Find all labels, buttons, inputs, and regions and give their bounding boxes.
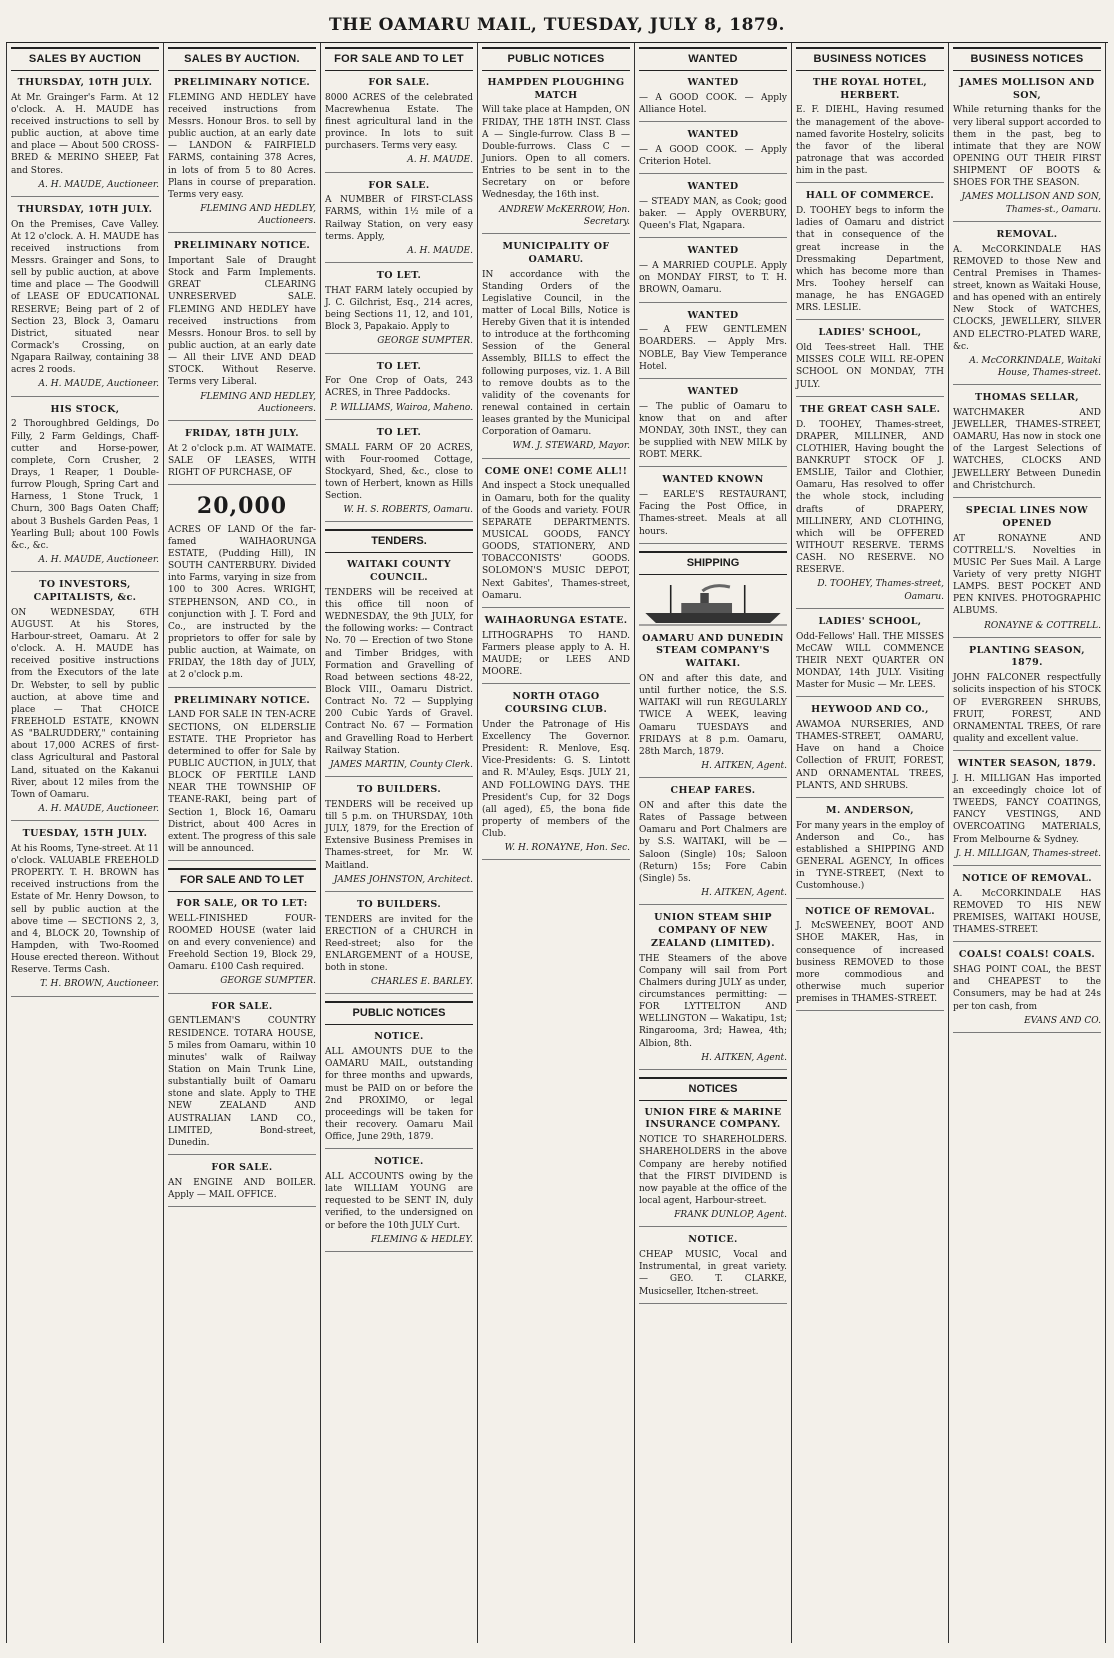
ad-body: For One Crop of Oats, 243 ACRES, in Three Paddocks.: [325, 376, 473, 399]
advertisement: [325, 180, 473, 264]
ad-heading: NOTICE.: [374, 1031, 424, 1043]
advertisement: [639, 785, 787, 905]
advertisement: [796, 616, 944, 698]
ad-body: And inspect a Stock unequalled in Oamaru, both for the quality of the Goods and variety. FOUR SEPARATE DEPARTMENTS. MUSICAL GOODS, FANCY GOODS, STATIONERY, AND TOBACCONISTS' GOODS. SOLOMON'S MUSIC DEPOT, Next Gabites', Thames-street, Oamaru.: [482, 481, 630, 601]
ad-body: D. TOOHEY begs to inform the ladies of Oamaru and district that in consequence of the great increase in the Dressmaking Department, which has become more than Mrs. Toohey herself can manage, he has ENGAGED MRS. LESLIE.: [796, 206, 944, 314]
ad-heading: THURSDAY, 10TH JULY.: [17, 76, 153, 88]
column-3: [321, 43, 478, 1643]
ad-heading: PRELIMINARY NOTICE.: [173, 240, 311, 252]
ad-body: WELL-FINISHED FOUR-ROOMED HOUSE (water laid on and every convenience) and Freehold Section 19, Block 29, Oamaru. £100 Cash required.: [168, 913, 316, 973]
ad-heading: NORTH OTAGO COURSING CLUB.: [504, 691, 608, 716]
advertisement: [168, 898, 316, 994]
advertisement: [168, 1162, 316, 1207]
advertisement: [639, 245, 787, 302]
ad-large-figure: 20,000: [196, 493, 288, 520]
ad-body: CHEAP MUSIC, Vocal and Instrumental, in great variety. — GEO. T. CLARKE, Musicseller, Itchen-street.: [639, 1250, 787, 1297]
ad-heading: TO BUILDERS.: [356, 898, 442, 910]
ad-heading: TO INVESTORS, CAPITALISTS, &c.: [33, 579, 137, 603]
ad-body: Old Tees-street Hall. THE MISSES COLE WILL RE-OPEN SCHOOL ON MONDAY, 7TH JULY.: [796, 343, 944, 390]
ad-signature: D. TOOHEY, Thames-street, Oamaru.: [817, 579, 944, 602]
ad-signature: WM. J. STEWARD, Mayor.: [512, 441, 630, 452]
advertisement: [482, 77, 630, 234]
column-2: [164, 43, 321, 1643]
ad-body: A NUMBER of FIRST-CLASS FARMS, within 1½ mile of a Railway Station, on very easy terms. Apply,: [325, 195, 473, 242]
ad-heading: NOTICE.: [374, 1156, 424, 1168]
ad-body: NOTICE TO SHAREHOLDERS. SHAREHOLDERS in the above Company are hereby notified that the FIRST DIVIDEND is now payable at the office of the local agent, Harbour-street.: [639, 1135, 787, 1206]
ad-heading: HEYWOOD AND CO.,: [811, 704, 929, 716]
ad-heading: SPECIAL LINES NOW OPENED: [965, 504, 1089, 529]
ad-heading: FOR SALE.: [211, 1161, 273, 1173]
advertisement: [482, 241, 630, 459]
ad-heading: TO BUILDERS.: [356, 784, 442, 795]
ad-heading: CHEAP FARES.: [670, 785, 756, 797]
column-heading: PUBLIC NOTICES: [482, 47, 630, 71]
ad-heading: OAMARU AND DUNEDIN STEAM COMPANY'S WAITAKI.: [642, 632, 784, 670]
ad-signature: T. H. BROWN, Auctioneer.: [40, 979, 159, 990]
section-heading: FOR SALE AND TO LET: [168, 868, 316, 892]
advertisement: [168, 1001, 316, 1155]
ad-body: ON and after this date, and until further notice, the S.S. WAITAKI will run REGULARLY TWICE A WEEK, leaving Oamaru TUESDAYS and FRIDAYS at 8 p.m. Oamaru, 28th March, 1879.: [639, 674, 787, 757]
ad-heading: WANTED: [687, 181, 739, 193]
ad-body: J. H. MILLIGAN Has imported an exceedingly choice lot of TWEEDS, FANCY COATINGS, FANCY VESTINGS, AND OVERCOATING MATERIALS, From Melbourne & Sydney.: [953, 773, 1101, 845]
ad-body: — A FEW GENTLEMEN BOARDERS. — Apply Mrs. NOBLE, Bay View Temperance Hotel.: [639, 325, 787, 372]
advertisement: [168, 695, 316, 862]
ad-heading: JAMES MOLLISON AND SON,: [959, 76, 1095, 101]
ad-body: ON and after this date the Rates of Passage between Oamaru and Port Chalmers are by S.S. WAITAKI, will be — Saloon (Single) 10s; Saloon (Return) 15s; Fore Cabin (Single) 5s.: [639, 800, 787, 884]
ad-heading: HAMPDEN PLOUGHING MATCH: [487, 76, 625, 101]
ad-body: — STEADY MAN, as Cook; good baker. — Apply OVERBURY, Queen's Flat, Ngapara.: [639, 196, 787, 232]
ad-heading: PRELIMINARY NOTICE.: [173, 694, 311, 706]
ad-heading: HIS STOCK,: [50, 403, 120, 415]
ad-heading: NOTICE OF REMOVAL.: [805, 905, 935, 917]
ad-signature: A. H. MAUDE, Auctioneer.: [38, 803, 159, 814]
advertisement: [796, 805, 944, 899]
ad-body: THE Steamers of the above Company will sail from Port Chalmers during JULY as under, circumstances permitting: — FOR LYTTELTON AND WELLINGTON — Wakatipu, 1st; Ringarooma, 3rd; Hawea, 4th; Albion, 8th.: [639, 953, 787, 1049]
advertisement: [796, 77, 944, 183]
ad-body: 2 Thoroughbred Geldings, Do Filly, 2 Farm Geldings, Chaff-cutter and Horse-power, complete, Corn Crusher, 2 Drays, 1 Reaper, 1 Double-furrow Plough, Spring Cart and Harness, 1 Stone Truck, 1 Churn, 300 Bags Oaten Chaff; about 3 Bushels Garden Peas, 1 Yearling Bull; about 100 Fowls &c., &c.: [11, 419, 159, 551]
ad-heading: WINTER SEASON, 1879.: [957, 758, 1097, 770]
ad-heading: WANTED: [687, 309, 739, 321]
section-heading: PUBLIC NOTICES: [325, 1001, 473, 1025]
ad-signature: H. AITKEN, Agent.: [701, 887, 787, 898]
ad-heading: WANTED KNOWN: [662, 474, 764, 486]
ad-signature: A. McCORKINDALE, Waitaki House, Thames-street.: [969, 355, 1101, 378]
ad-body: AT RONAYNE AND COTTRELL'S. Novelties in MUSIC Per Sues Mail. A Large Variety of very pretty NIGHT LAMPS. BEST POCKET AND PEN KNIVES. PHOTOGRAPHIC ALBUMS.: [953, 533, 1101, 617]
ad-body: LAND FOR SALE IN TEN-ACRE SECTIONS, ON ELDERSLIE ESTATE. THE Proprietor has determined to offer for Sale by PUBLIC AUCTION, in JULY, that BLOCK OF FERTILE LAND NEAR THE TOWNSHIP OF TEANE-RAKI, being part of Section 1, Block 16, Oamaru District, about 400 Acres in extent. The progress of this sale will be announced.: [168, 710, 316, 854]
advertisement: [953, 873, 1101, 942]
ad-body: SMALL FARM OF 20 ACRES, with Four-roomed Cottage, Stockyard, Shed, &c., close to town of Herbert, known as Hills Section.: [325, 442, 473, 502]
ad-signature: J. H. MILLIGAN, Thames-street.: [955, 848, 1101, 859]
advertisement: [639, 77, 787, 122]
ad-heading: FOR SALE, OR TO LET:: [176, 897, 308, 909]
advertisement: [639, 912, 787, 1070]
ad-signature: A. H. MAUDE.: [407, 155, 473, 166]
ad-body: J. McSWEENEY, BOOT AND SHOE MAKER, Has, in consequence of increased business REMOVED to those more commodious and otherwise much superior premises in THAMES-STREET.: [796, 921, 944, 1005]
advertisement: [11, 828, 159, 997]
ad-body: ALL AMOUNTS DUE to the OAMARU MAIL, outstanding for three months and upwards, must be PAID on or before the 2nd PROXIMO, or legal proceedings will be taken for their recovery. Oamaru Mail Office, June 29th, 1879.: [325, 1047, 473, 1143]
advertisement: [325, 270, 473, 354]
advertisement: [482, 466, 630, 608]
ad-heading: NOTICE OF REMOVAL.: [962, 872, 1092, 884]
ad-body: At his Rooms, Tyne-street. At 11 o'clock. VALUABLE FREEHOLD PROPERTY. T. H. BROWN has received instructions from the Estate of Mr. Henry Dowson, to sell by public auction at the above time — SECTIONS 2, 3, and 4, BLOCK 20, Township of Hampden, with Two-Roomed House erected thereon. Without Reserve. Terms Cash.: [11, 843, 159, 976]
advertisement: [639, 181, 787, 238]
ad-body: While returning thanks for the very liberal support accorded to them in the past, beg to intimate that they are NOW OPENING OUT THEIR FIRST SHIPMENT OF BOOTS & SHOES FOR THE SEASON.: [953, 105, 1101, 189]
columns-container: [6, 43, 1108, 1643]
ad-body: SHAG POINT COAL, the BEST and CHEAPEST to the Consumers, may be had at 24s per ton cash, from: [953, 965, 1101, 1012]
ad-signature: FLEMING & HEDLEY.: [370, 1234, 473, 1245]
advertisement: [11, 77, 159, 197]
advertisement: [953, 77, 1101, 222]
ad-heading: MUNICIPALITY OF OAMARU.: [502, 240, 610, 265]
advertisement: [325, 77, 473, 173]
ad-heading: COALS! COALS! COALS.: [958, 949, 1096, 961]
ad-body: A. McCORKINDALE HAS REMOVED to those New and Central Premises in Thames-street, known as Waitaki House, and has opened with an entirely New Stock of WATCHES, CLOCKS, JEWELLERY, SILVER AND ELECTRO-PLATED WARE, &c.: [953, 244, 1101, 352]
ad-body: TENDERS will be received up till 5 p.m. on THURSDAY, 10th JULY, 1879, for the Erection of Extensive Business Premises in Thames-street, for Mr. W. Maitland.: [325, 799, 473, 871]
ad-body: AN ENGINE AND BOILER. Apply — MAIL OFFICE.: [168, 1177, 316, 1200]
ad-heading: FOR SALE.: [368, 179, 430, 191]
ad-heading: HALL OF COMMERCE.: [805, 190, 935, 202]
column-4: [478, 43, 635, 1643]
advertisement: [325, 899, 473, 995]
ad-body: On the Premises, Cave Valley. At 12 o'clock. A. H. MAUDE has received instructions from Messrs. Grainger and Sons, to sell by public auction, at above time and place — The Goodwill of LEASE OF EDUCATIONAL RESERVE; Being part of 2 of Section 23, Block 3, Oamaru District, situated near Cormack's Crossing, on Ngapara Railway, containing 38 acres 2 roods.: [11, 219, 159, 376]
ad-body: D. TOOHEY, Thames-street, DRAPER, MILLINER, AND CLOTHIER, Having bought the BANKRUPT STOCK OF J. EMSLIE, Tailor and Clothier, Oamaru, Has resolved to offer the whole stock, including drafts of DRAPERY, MILLINERY, AND CLOTHING, which will be OFFERED WITHOUT RESERVE. TERMS CASH. NO RESERVE. NO RESERVE.: [796, 419, 944, 576]
ad-body: Important Sale of Draught Stock and Farm Implements. GREAT CLEARING UNRESERVED SALE. FLEMING AND HEDLEY have received instructions from Messrs. Honour Bros. to sell by public auction, at an early date — All their LIVE AND DEAD STOCK. Without Reserve. Terms very Liberal.: [168, 256, 316, 388]
ad-body: Will take place at Hampden, ON FRIDAY, THE 18TH INST. Class A — Single-furrow. Class B — Double-furrows. Class C — Juniors. Open to all comers. Entries to be sent in to the Secretary on or before Wednesday, the 16th inst.: [482, 105, 630, 201]
ad-heading: LADIES' SCHOOL,: [818, 615, 922, 627]
column-heading: SALES BY AUCTION: [11, 47, 159, 71]
ad-body: — The public of Oamaru to know that on and after MONDAY, 30th INST., they can be supplied with NEW MILK by ROBT. MERK.: [639, 401, 787, 461]
masthead: [6, 8, 1108, 43]
ad-signature: H. AITKEN, Agent.: [701, 1052, 787, 1063]
ad-signature: JAMES MARTIN, County Clerk.: [330, 759, 473, 770]
advertisement: [168, 77, 316, 233]
advertisement: [953, 392, 1101, 498]
advertisement: [953, 949, 1101, 1033]
section-heading: TENDERS.: [325, 529, 473, 553]
ad-body: ALL ACCOUNTS owing by the late WILLIAM YOUNG are requested to be SENT IN, duly verified, to the undersigned on or before the 10th JULY Curt.: [325, 1172, 473, 1231]
ad-body: GENTLEMAN'S COUNTRY RESIDENCE. TOTARA HOUSE, 5 miles from Oamaru, within 10 minutes' walk of Railway Station on Main Trunk Line, substantially built of Oamaru stone and slate. Apply to THE NEW ZEALAND AND AUSTRALIAN LAND CO., LIMITED, Bond-street, Dunedin.: [168, 1016, 316, 1148]
ad-signature: W. H. S. ROBERTS, Oamaru.: [343, 505, 473, 516]
advertisement: [953, 645, 1101, 751]
advertisement: [482, 615, 630, 684]
ad-heading: WAIHAORUNGA ESTATE.: [484, 614, 628, 626]
ad-body: WATCHMAKER AND JEWELLER, THAMES-STREET, OAMARU, Has now in stock one of the Largest Selections of WATCHES, CLOCKS AND JEWELLERY Between Dunedin and Christchurch.: [953, 407, 1101, 491]
ad-heading: TO LET.: [376, 270, 422, 282]
ad-signature: EVANS AND CO.: [1024, 1015, 1101, 1026]
ad-heading: COME ONE! COME ALL!!: [484, 465, 628, 477]
advertisement: [953, 758, 1101, 866]
ad-heading: TUESDAY, 15TH JULY.: [22, 828, 148, 840]
advertisement: [639, 129, 787, 174]
advertisement: [639, 633, 787, 779]
ad-signature: A. H. MAUDE, Auctioneer.: [38, 554, 159, 565]
ad-body: THAT FARM lately occupied by J. C. Gilchrist, Esq., 214 acres, being Sections 11, 12, and 101, Block 3, Papakaio. Apply to: [325, 285, 473, 333]
advertisement: [953, 505, 1101, 638]
ad-signature: JAMES JOHNSTON, Architect.: [333, 874, 473, 885]
ad-body: At Mr. Grainger's Farm. At 12 o'clock. A. H. MAUDE has received instructions to sell by public auction, at above time and place — About 500 CROSS-BRED & MERINO SHEEP, Fat and Stores.: [11, 92, 159, 176]
advertisement: [11, 204, 159, 397]
ad-body: TENDERS will be received at this office till noon of WEDNESDAY, the 9th JULY, for the following works: — Contract No. 70 — Erection of two Stone and Timber Bridges, with Formation and Gravelling of Road between sections 48-22, Block VIII., Oamaru District. Contract No. 72 — Supplying 200 Cubic Yards of Gravel. Contract No. 67 — Formation and Gravelling Road to Herbert Railway Station.: [325, 587, 473, 756]
advertisement: [168, 240, 316, 421]
ad-heading: THE ROYAL HOTEL, HERBERT.: [812, 76, 928, 101]
ad-heading: FRIDAY, 18TH JULY.: [185, 427, 299, 439]
ad-body: For many years in the employ of Anderson and Co., has established a SHIPPING AND GENERAL AGENCY, In offices in TYNE-STREET, (Next to Customhouse.): [796, 820, 944, 892]
ad-signature: CHARLES E. BARLEY.: [371, 977, 473, 988]
column-7: [949, 43, 1106, 1643]
ad-heading: FOR SALE.: [211, 1000, 273, 1012]
ad-heading: TO LET.: [376, 360, 422, 372]
column-6: [792, 43, 949, 1643]
advertisement: [639, 474, 787, 543]
ad-signature: GEORGE SUMPTER.: [377, 336, 473, 347]
advertisement: [639, 310, 787, 379]
column-heading: WANTED: [639, 47, 787, 71]
ad-signature: FLEMING AND HEDLEY, Auctioneers.: [200, 203, 316, 227]
ad-body: E. F. DIEHL, Having resumed the management of the above-named favorite Hostelry, solicits the favor of the liberal patronage that was accorded him in the past.: [796, 105, 944, 177]
ad-heading: REMOVAL.: [996, 228, 1058, 240]
column-heading: BUSINESS NOTICES: [953, 47, 1101, 71]
advertisement: [796, 327, 944, 396]
advertisement: [639, 1234, 787, 1303]
ad-body: Under the Patronage of His Excellency The Governor. President: R. Menlove, Esq. Vice-Presidents: G. S. Lintott and R. M'Auley, Esqs. JULY 21, AND FOLLOWING DAYS. THE President's Cup, for 32 Dogs (all aged), £5, the bona fide property of members of the Club.: [482, 719, 630, 840]
ad-heading: WANTED: [687, 245, 739, 257]
ad-heading: M. ANDERSON,: [826, 804, 914, 816]
ad-heading: NOTICE.: [688, 1234, 738, 1246]
ad-signature: W. H. RONAYNE, Hon. Sec.: [504, 843, 630, 854]
ad-signature: FLEMING AND HEDLEY, Auctioneers.: [200, 391, 316, 414]
ad-body: — A GOOD COOK. — Apply Criterion Hotel.: [639, 144, 787, 167]
ad-body: TENDERS are invited for the ERECTION of a CHURCH in Reed-street; also for the ENLARGEMENT of a HOUSE, both in stone.: [325, 914, 473, 974]
ad-heading: WANTED: [687, 385, 739, 397]
ad-body: 8000 ACRES of the celebrated Macrewhenua Estate. The finest agricultural land in the province. In lots to suit purchasers. Terms very easy.: [325, 92, 473, 152]
ad-signature: A. H. MAUDE.: [407, 245, 473, 256]
advertisement: [325, 1031, 473, 1149]
advertisement: [639, 1107, 787, 1228]
column-heading: SALES BY AUCTION.: [168, 47, 316, 71]
advertisement: [168, 492, 316, 688]
ad-heading: WAITAKI COUNTY COUNCIL.: [346, 559, 452, 584]
advertisement: [639, 386, 787, 468]
advertisement: [325, 1156, 473, 1252]
ad-heading: FOR SALE.: [368, 76, 430, 88]
ad-body: At 2 o'clock p.m. AT WAIMATE. SALE OF LEASES, WITH RIGHT OF PURCHASE, OF: [168, 443, 316, 478]
section-heading: NOTICES: [639, 1077, 787, 1101]
ad-signature: P. WILLIAMS, Wairoa, Maheno.: [330, 402, 473, 413]
ad-heading: WANTED: [687, 76, 739, 88]
advertisement: [482, 691, 630, 860]
ad-signature: JAMES MOLLISON AND SON, Thames-st., Oamaru.: [961, 192, 1101, 215]
section-heading: SHIPPING: [639, 551, 787, 575]
ad-body: — A MARRIED COUPLE. Apply on MONDAY FIRST, to T. H. BROWN, Oamaru.: [639, 261, 787, 296]
advertisement: [325, 361, 473, 420]
ad-body: AWAMOA NURSERIES, AND THAMES-STREET, OAMARU, Have on hand a Choice Collection of FRUIT, FOREST, AND ORNAMENTAL TREES, PLANTS, AND SHRUBS.: [796, 720, 944, 791]
ad-signature: FRANK DUNLOP, Agent.: [674, 1210, 787, 1221]
advertisement: [325, 559, 473, 777]
ad-signature: A. H. MAUDE, Auctioneer.: [38, 379, 159, 390]
ad-body: LITHOGRAPHS TO HAND. Farmers please apply to A. H. MAUDE; or LEES AND MOORE.: [482, 630, 630, 678]
column-5: [635, 43, 792, 1643]
advertisement: [796, 906, 944, 1012]
ad-heading: UNION STEAM SHIP COMPANY OF NEW ZEALAND (LIMITED).: [651, 912, 775, 949]
ad-body: JOHN FALCONER respectfully solicits inspection of his STOCK OF EVERGREEN SHRUBS, FRUIT, FOREST, AND ORNAMENTAL TREES, Of rare quality and excellent value.: [953, 673, 1101, 744]
ad-heading: TO LET.: [376, 426, 422, 438]
column-heading: FOR SALE AND TO LET: [325, 47, 473, 71]
ad-heading: THE GREAT CASH SALE.: [799, 403, 941, 415]
advertisement: [11, 404, 159, 573]
advertisement: [325, 427, 473, 523]
advertisement: [953, 229, 1101, 385]
ad-signature: GEORGE SUMPTER.: [220, 976, 316, 987]
ad-body: Odd-Fellows' Hall. THE MISSES McCAW WILL COMMENCE THEIR NEXT QUARTER ON MONDAY, 14th JULY. Visiting Master for Music — Mr. LEES.: [796, 631, 944, 691]
ad-body: ON WEDNESDAY, 6TH AUGUST. At his Stores, Harbour-street, Oamaru. At 2 o'clock. A. H. MAUDE has received positive instructions from the Executors of the late Dr. Webster, to sell by public auction, at above time and place — That CHOICE FREEHOLD ESTATE, KNOWN AS "BALRUDDERY," containing about 17,000 ACRES of first-class Agricultural and Pastoral Land, situated on the Kakanui River, about 12 miles from the Town of Oamaru.: [11, 607, 159, 800]
masthead-title: THE OAMARU MAIL, TUESDAY, JULY 8, 1879.: [329, 15, 785, 35]
ad-signature: H. AITKEN, Agent.: [701, 761, 787, 772]
ad-signature: RONAYNE & COTTRELL.: [984, 620, 1101, 631]
ad-body: — EARLE'S RESTAURANT, Facing the Post Office, in Thames-street. Meals at all hours.: [639, 490, 787, 537]
ad-signature: A. H. MAUDE, Auctioneer.: [38, 179, 159, 190]
ad-heading: THURSDAY, 10TH JULY.: [17, 203, 153, 215]
ad-heading: THOMAS SELLAR,: [974, 392, 1079, 404]
ad-body: ACRES OF LAND Of the far-famed WAIHAORUNGA ESTATE, (Pudding Hill), IN SOUTH CANTERBURY. Divided into Farms, varying in size from 100 to 300 Acres. WRIGHT, STEPHENSON, AND CO., in conjunction with J. T. Ford and Co., are instructed by the proprietors to offer for sale by public auction, at Waimate, on FRIDAY, the 18th day of JULY, at 2 o'clock p.m.: [168, 524, 316, 681]
ad-heading: WANTED: [687, 128, 739, 140]
advertisement: [796, 190, 944, 320]
ad-heading: PRELIMINARY NOTICE.: [173, 76, 311, 88]
ad-heading: LADIES' SCHOOL,: [818, 327, 922, 339]
ad-body: A. McCORKINDALE HAS REMOVED TO HIS NEW PREMISES, WAITAKI HOUSE, THAMES-STREET.: [953, 888, 1101, 936]
ad-body: — A GOOD COOK. — Apply Alliance Hotel.: [639, 92, 787, 115]
ad-body: IN accordance with the Standing Orders of the Legislative Council, in the matter of Local Bills, Notice is Hereby Given that it is intended to introduce at the forthcoming Session of the General Assembly, BILLS to effect the following purposes, viz. 1. A Bill to remove doubts as to the validity of the covenants for renewal contained in certain leases granted by the Municipal Corporation of Oamaru.: [482, 269, 630, 438]
advertisement: [325, 784, 473, 892]
advertisement: [796, 704, 944, 798]
advertisement: [796, 404, 944, 609]
column-1: [7, 43, 164, 1643]
steamship-illustration: [639, 581, 787, 627]
ad-signature: ANDREW McKERROW, Hon. Secretary.: [499, 204, 630, 227]
ad-heading: UNION FIRE & MARINE INSURANCE COMPANY.: [644, 1106, 782, 1131]
column-heading: BUSINESS NOTICES: [796, 47, 944, 71]
ad-body: FLEMING AND HEDLEY have received instructions from Messrs. Honour Bros. to sell by public auction, at an early date — LANDON & FAIRFIELD FARMS, containing 378 Acres, in lots of from 5 to 80 Acres. Plans in course of preparation. Terms very easy.: [168, 92, 316, 200]
ad-heading: PLANTING SEASON, 1879.: [969, 644, 1085, 669]
advertisement: [168, 428, 316, 485]
advertisement: [11, 579, 159, 821]
